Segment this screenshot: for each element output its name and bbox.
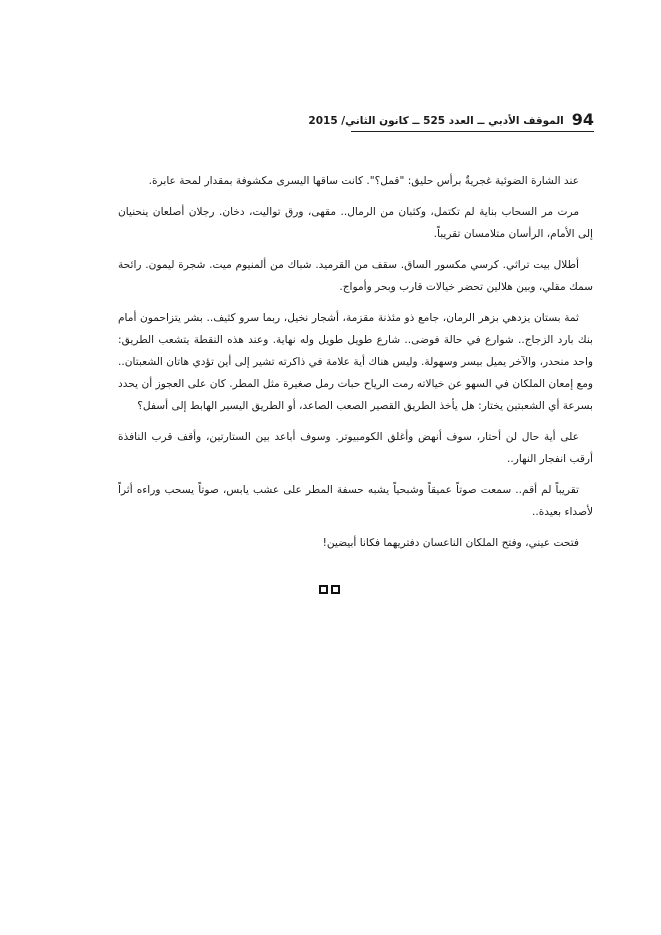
paragraph: عند الشارة الضوئية غجريةٌ برأس حليق: "قمل؟". كانت ساقها اليسرى مكشوفة بمقدار لمحة عابرة. — [148, 175, 579, 187]
article-body — [118, 170, 593, 563]
paragraph: ثمة بستان يزدهي بزهر الرمان، جامع ذو مئذنة مقزمة، أشجار نخيل، ربما سرو كثيف.. بشر يتزاحمون أمام بنك بارد الزجاج.. شوارع في حالة فوضى.. شارع طويل طويل وله نهاية. وعند هذه النقطة يتشعب الطريق: واحد منحدر، والآخر يميل بيسر وسهولة. وليس هناك أية علامة في ذاكرته تشير إلى أين تؤدي هاتان الشعبتان.. ومع إمعان الملكان في السهو عن خيالاته رمت الرياح حبات رمل صغيرة مثل المطر. كان على العجوز أن يحدد بسرعة أي الشعبتين يختار: هل يأخذ الطريق القصير الصعب الصاعد، أو الطريق اليسير الهابط إلى أسفل؟ — [118, 312, 593, 412]
page-header — [308, 106, 594, 130]
paragraph: أطلال بيت تراثي. كرسي مكسور الساق. سقف من القرميد. شباك من ألمنيوم ميت. شجرة ليمون. رائحة سمك مقلي، وبين هلالين تحضر خيالات قارب وبحر وأمواج. — [118, 259, 593, 293]
paragraph: على أية حال لن أحتار، سوف أنهض وأغلق الكومبيوتر. وسوف أباعد بين الستارتين، وأقف قرب النافذة أرقب انفجار النهار.. — [118, 431, 593, 465]
header-rule — [351, 131, 594, 132]
end-ornament-icon — [319, 585, 340, 594]
paragraph: فتحت عيني، وفتح الملكان الناعسان دفتريهما فكانا أبيضين! — [322, 537, 579, 549]
ornament-square-icon — [319, 585, 328, 594]
paragraph: تقريباً لم أقم.. سمعت صوتاً عميقاً وشبحياً يشبه حسفة المطر على عشب يابس، صوتاً يسحب وراءه أثراً لأصداء بعيدة.. — [118, 484, 593, 518]
paragraph: مرت مر السحاب بناية لم تكتمل، وكثبان من الرمال.. مقهى، ورق تواليت، دخان. رجلان أصلعان ينحنيان إلى الأمام، الرأسان متلامسان تقريباً. — [118, 206, 593, 240]
ornament-square-icon — [331, 585, 340, 594]
page-number: 94 — [571, 110, 594, 129]
running-head: الموقف الأدبي ــ العدد 525 ــ كانون الثاني/ 2015 — [308, 115, 564, 127]
